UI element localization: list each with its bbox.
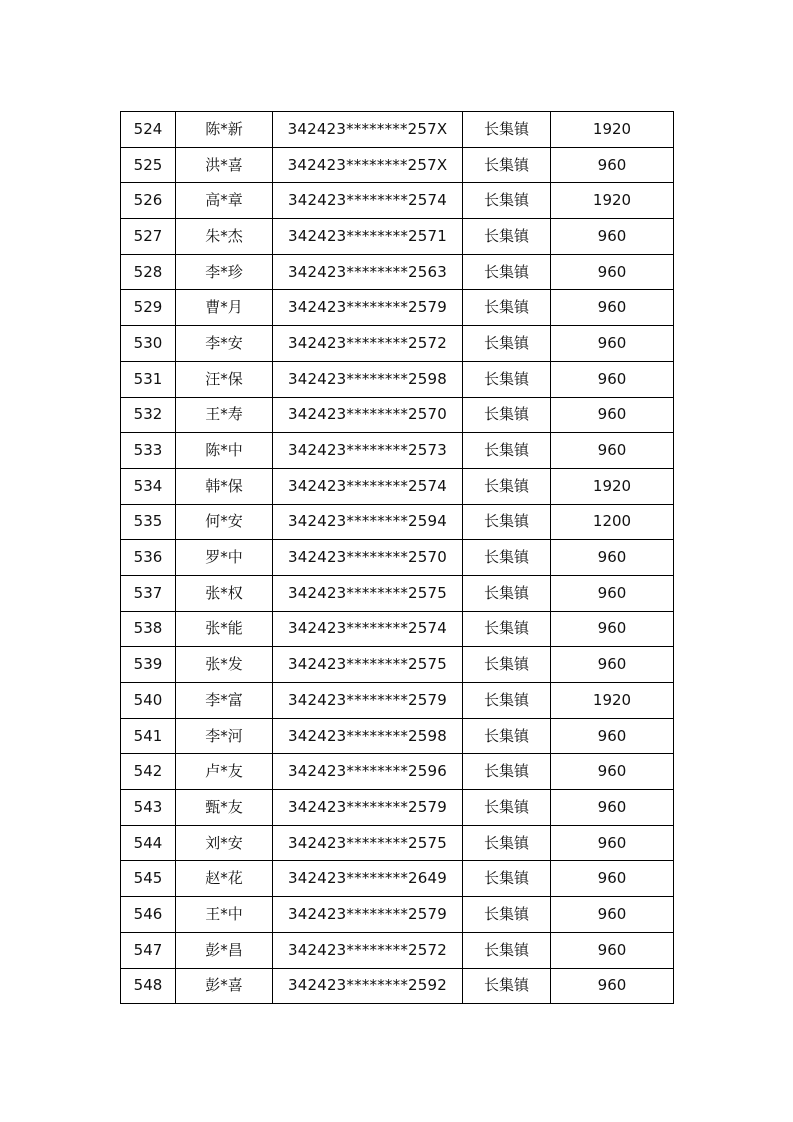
id-number: 342423********2574 bbox=[273, 468, 463, 504]
person-name: 洪*喜 bbox=[176, 147, 273, 183]
table-row bbox=[121, 825, 674, 861]
table-row bbox=[121, 112, 674, 148]
person-name: 彭*喜 bbox=[176, 968, 273, 1004]
row-number: 536 bbox=[121, 540, 176, 576]
id-number: 342423********2575 bbox=[273, 575, 463, 611]
person-name: 王*寿 bbox=[176, 397, 273, 433]
person-name: 张*权 bbox=[176, 575, 273, 611]
table-row bbox=[121, 254, 674, 290]
table-row bbox=[121, 540, 674, 576]
town: 长集镇 bbox=[463, 647, 551, 683]
town: 长集镇 bbox=[463, 361, 551, 397]
town: 长集镇 bbox=[463, 718, 551, 754]
id-number: 342423********2571 bbox=[273, 219, 463, 255]
amount: 1920 bbox=[551, 683, 674, 719]
town: 长集镇 bbox=[463, 968, 551, 1004]
id-number: 342423********2575 bbox=[273, 825, 463, 861]
row-number: 544 bbox=[121, 825, 176, 861]
row-number: 530 bbox=[121, 326, 176, 362]
id-number: 342423********2594 bbox=[273, 504, 463, 540]
table-row bbox=[121, 183, 674, 219]
id-number: 342423********2572 bbox=[273, 932, 463, 968]
row-number: 543 bbox=[121, 790, 176, 826]
row-number: 525 bbox=[121, 147, 176, 183]
person-name: 陈*中 bbox=[176, 433, 273, 469]
row-number: 532 bbox=[121, 397, 176, 433]
amount: 960 bbox=[551, 897, 674, 933]
table-row bbox=[121, 290, 674, 326]
table-row bbox=[121, 397, 674, 433]
table-row bbox=[121, 147, 674, 183]
amount: 960 bbox=[551, 790, 674, 826]
table-row bbox=[121, 219, 674, 255]
person-name: 刘*安 bbox=[176, 825, 273, 861]
amount: 960 bbox=[551, 290, 674, 326]
person-name: 陈*新 bbox=[176, 112, 273, 148]
table-row bbox=[121, 718, 674, 754]
id-number: 342423********2575 bbox=[273, 647, 463, 683]
amount: 960 bbox=[551, 433, 674, 469]
id-number: 342423********2574 bbox=[273, 611, 463, 647]
town: 长集镇 bbox=[463, 825, 551, 861]
id-number: 342423********2579 bbox=[273, 683, 463, 719]
row-number: 531 bbox=[121, 361, 176, 397]
row-number: 547 bbox=[121, 932, 176, 968]
amount: 960 bbox=[551, 611, 674, 647]
person-name: 罗*中 bbox=[176, 540, 273, 576]
amount: 960 bbox=[551, 397, 674, 433]
table-row bbox=[121, 647, 674, 683]
row-number: 546 bbox=[121, 897, 176, 933]
id-number: 342423********2579 bbox=[273, 897, 463, 933]
amount: 960 bbox=[551, 540, 674, 576]
row-number: 537 bbox=[121, 575, 176, 611]
town: 长集镇 bbox=[463, 433, 551, 469]
amount: 1920 bbox=[551, 112, 674, 148]
row-number: 548 bbox=[121, 968, 176, 1004]
amount: 960 bbox=[551, 647, 674, 683]
town: 长集镇 bbox=[463, 468, 551, 504]
amount: 960 bbox=[551, 861, 674, 897]
table-row bbox=[121, 790, 674, 826]
town: 长集镇 bbox=[463, 540, 551, 576]
amount: 960 bbox=[551, 219, 674, 255]
id-number: 342423********2570 bbox=[273, 397, 463, 433]
town: 长集镇 bbox=[463, 290, 551, 326]
amount: 1920 bbox=[551, 183, 674, 219]
town: 长集镇 bbox=[463, 147, 551, 183]
amount: 960 bbox=[551, 968, 674, 1004]
id-number: 342423********2572 bbox=[273, 326, 463, 362]
person-name: 李*富 bbox=[176, 683, 273, 719]
amount: 960 bbox=[551, 754, 674, 790]
person-name: 李*河 bbox=[176, 718, 273, 754]
row-number: 527 bbox=[121, 219, 176, 255]
row-number: 538 bbox=[121, 611, 176, 647]
amount: 960 bbox=[551, 326, 674, 362]
table-row bbox=[121, 433, 674, 469]
table-row bbox=[121, 754, 674, 790]
table-row bbox=[121, 683, 674, 719]
person-name: 张*发 bbox=[176, 647, 273, 683]
table-row bbox=[121, 504, 674, 540]
town: 长集镇 bbox=[463, 932, 551, 968]
person-name: 高*章 bbox=[176, 183, 273, 219]
town: 长集镇 bbox=[463, 897, 551, 933]
amount: 960 bbox=[551, 932, 674, 968]
table-row bbox=[121, 326, 674, 362]
person-name: 甄*友 bbox=[176, 790, 273, 826]
amount: 960 bbox=[551, 361, 674, 397]
person-name: 曹*月 bbox=[176, 290, 273, 326]
person-name: 何*安 bbox=[176, 504, 273, 540]
person-name: 李*安 bbox=[176, 326, 273, 362]
town: 长集镇 bbox=[463, 683, 551, 719]
person-name: 汪*保 bbox=[176, 361, 273, 397]
row-number: 540 bbox=[121, 683, 176, 719]
town: 长集镇 bbox=[463, 504, 551, 540]
row-number: 545 bbox=[121, 861, 176, 897]
row-number: 542 bbox=[121, 754, 176, 790]
row-number: 535 bbox=[121, 504, 176, 540]
amount: 1200 bbox=[551, 504, 674, 540]
id-number: 342423********2573 bbox=[273, 433, 463, 469]
town: 长集镇 bbox=[463, 397, 551, 433]
person-name: 韩*保 bbox=[176, 468, 273, 504]
roster-table-body bbox=[121, 112, 674, 1004]
town: 长集镇 bbox=[463, 326, 551, 362]
row-number: 528 bbox=[121, 254, 176, 290]
town: 长集镇 bbox=[463, 219, 551, 255]
table-row bbox=[121, 468, 674, 504]
town: 长集镇 bbox=[463, 183, 551, 219]
id-number: 342423********257X bbox=[273, 147, 463, 183]
row-number: 539 bbox=[121, 647, 176, 683]
id-number: 342423********2579 bbox=[273, 290, 463, 326]
id-number: 342423********2596 bbox=[273, 754, 463, 790]
amount: 960 bbox=[551, 718, 674, 754]
table-row bbox=[121, 968, 674, 1004]
amount: 960 bbox=[551, 147, 674, 183]
person-name: 王*中 bbox=[176, 897, 273, 933]
town: 长集镇 bbox=[463, 861, 551, 897]
id-number: 342423********257X bbox=[273, 112, 463, 148]
person-name: 卢*友 bbox=[176, 754, 273, 790]
table-row bbox=[121, 611, 674, 647]
row-number: 526 bbox=[121, 183, 176, 219]
row-number: 534 bbox=[121, 468, 176, 504]
town: 长集镇 bbox=[463, 790, 551, 826]
id-number: 342423********2579 bbox=[273, 790, 463, 826]
person-name: 张*能 bbox=[176, 611, 273, 647]
person-name: 彭*昌 bbox=[176, 932, 273, 968]
amount: 960 bbox=[551, 254, 674, 290]
id-number: 342423********2574 bbox=[273, 183, 463, 219]
row-number: 541 bbox=[121, 718, 176, 754]
id-number: 342423********2563 bbox=[273, 254, 463, 290]
id-number: 342423********2649 bbox=[273, 861, 463, 897]
table-row bbox=[121, 897, 674, 933]
person-name: 李*珍 bbox=[176, 254, 273, 290]
town: 长集镇 bbox=[463, 611, 551, 647]
table-row bbox=[121, 361, 674, 397]
id-number: 342423********2570 bbox=[273, 540, 463, 576]
roster-table bbox=[120, 111, 674, 1004]
town: 长集镇 bbox=[463, 754, 551, 790]
row-number: 524 bbox=[121, 112, 176, 148]
table-row bbox=[121, 932, 674, 968]
id-number: 342423********2592 bbox=[273, 968, 463, 1004]
amount: 960 bbox=[551, 575, 674, 611]
row-number: 533 bbox=[121, 433, 176, 469]
table-row bbox=[121, 861, 674, 897]
id-number: 342423********2598 bbox=[273, 718, 463, 754]
person-name: 朱*杰 bbox=[176, 219, 273, 255]
table-row bbox=[121, 575, 674, 611]
amount: 1920 bbox=[551, 468, 674, 504]
town: 长集镇 bbox=[463, 575, 551, 611]
id-number: 342423********2598 bbox=[273, 361, 463, 397]
town: 长集镇 bbox=[463, 254, 551, 290]
town: 长集镇 bbox=[463, 112, 551, 148]
row-number: 529 bbox=[121, 290, 176, 326]
amount: 960 bbox=[551, 825, 674, 861]
person-name: 赵*花 bbox=[176, 861, 273, 897]
